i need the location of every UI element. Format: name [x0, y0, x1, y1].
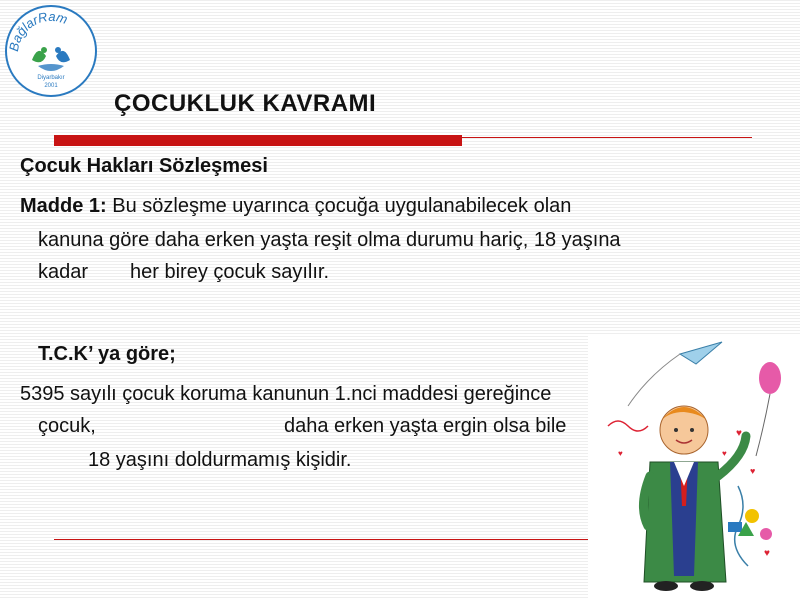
- tck-heading: T.C.K’ ya göre;: [38, 343, 176, 365]
- madde-line-2: kanuna göre daha erken yaşta reşit olma durumu hariç, 18 yaşına: [38, 229, 621, 251]
- madde-line-1: [20, 190, 571, 222]
- title-underline-rule: [462, 137, 752, 138]
- slide-title: ÇOCUKLUK KAVRAMI: [114, 90, 377, 117]
- paragraph-line-2a: çocuk,: [38, 415, 96, 437]
- title-underline-bar: [54, 135, 462, 146]
- graduate-child-with-balloon-icon: [588, 336, 800, 600]
- madde-text-3a: kadar: [38, 261, 89, 283]
- madde-label: Madde 1:: [20, 195, 107, 217]
- svg-text:♥: ♥: [750, 466, 756, 476]
- madde-text-1: Bu sözleşme uyarınca çocuğa uygulanabilecek olan: [112, 195, 572, 217]
- logo-arc-text: BağlarRam: [5, 8, 70, 53]
- svg-text:♥: ♥: [736, 428, 742, 439]
- paragraph-line-3: 18 yaşını doldurmamış kişidir.: [88, 449, 352, 471]
- baglar-ram-logo-icon: [4, 4, 98, 98]
- logo-subtext: Diyarbakır: [37, 75, 65, 81]
- svg-text:♥: ♥: [618, 449, 623, 458]
- svg-text:♥: ♥: [722, 449, 727, 458]
- madde-line-3: [38, 256, 329, 288]
- bottom-rule: [54, 539, 594, 540]
- svg-text:♥: ♥: [764, 548, 770, 559]
- paragraph-line-1: 5395 sayılı çocuk koruma kanunun 1.nci maddesi gereğince: [20, 383, 552, 405]
- section-heading: Çocuk Hakları Sözleşmesi: [20, 155, 268, 177]
- madde-text-3b: her birey çocuk sayılır.: [130, 261, 329, 283]
- paragraph-line-2b: daha erken yaşta ergin olsa bile: [284, 415, 567, 437]
- logo-year: 2001: [44, 83, 58, 89]
